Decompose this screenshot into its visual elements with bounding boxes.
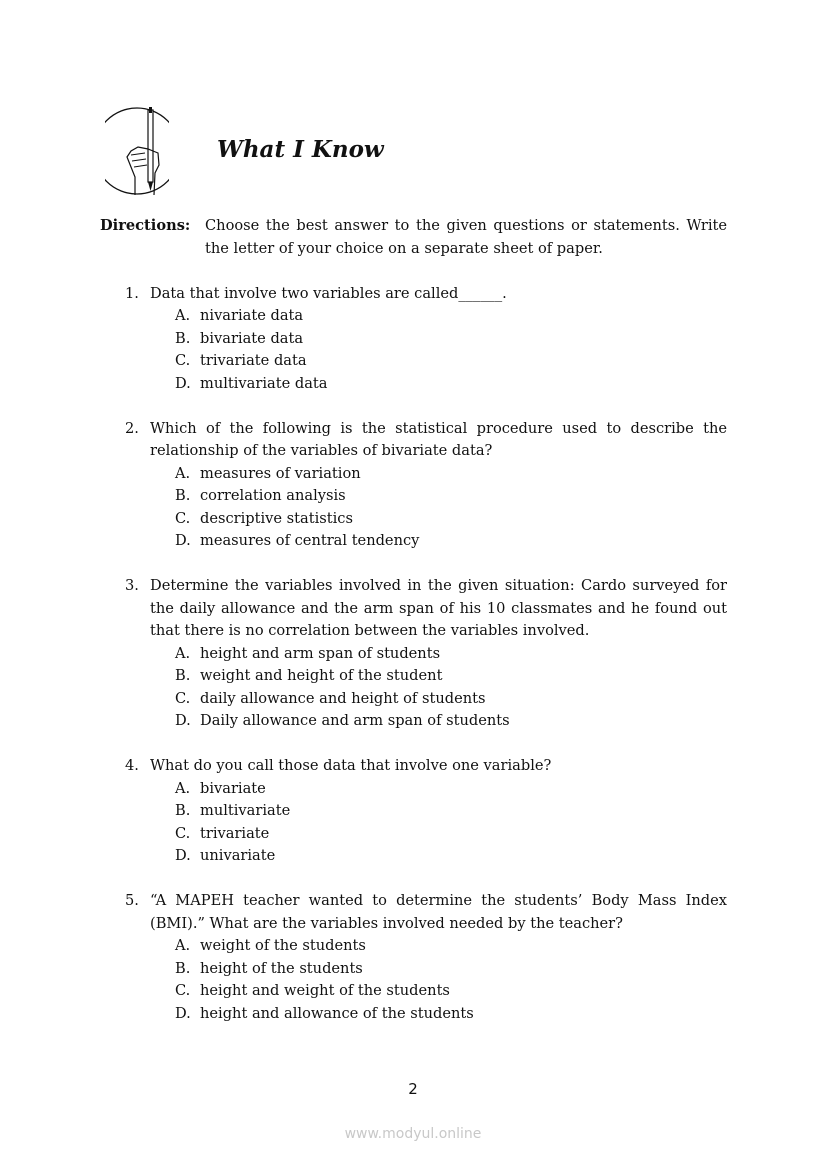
option-letter: C.	[175, 982, 191, 999]
option-text: height and weight of the students	[200, 982, 450, 999]
answer-option	[150, 688, 727, 711]
option-text: height and allowance of the students	[200, 1004, 474, 1022]
option-letter: A.	[175, 644, 191, 662]
option-text: trivariate data	[200, 352, 307, 369]
option-letter: B.	[175, 959, 191, 977]
answer-option	[150, 800, 727, 823]
question-text: Determine the variables involved in the given situation: Cardo surveyed for the daily allowance and the arm span of his 10 classmates and he found out that there is no correlation between the variables involved.	[150, 577, 727, 639]
option-letter: A.	[175, 464, 191, 482]
pencil-hand-icon	[105, 107, 169, 195]
option-letter: D.	[175, 1004, 191, 1022]
option-letter: D.	[175, 374, 191, 392]
question-list	[100, 283, 727, 1026]
option-letter: B.	[175, 667, 191, 684]
answer-option	[150, 328, 727, 351]
answer-option	[150, 665, 727, 688]
option-letter: C.	[175, 689, 191, 707]
option-text: univariate	[200, 847, 276, 864]
quiz-content	[100, 215, 727, 1048]
answer-option	[150, 643, 727, 666]
option-text: measures of variation	[200, 464, 361, 482]
directions-text: Choose the best answer to the given questions or statements. Write the letter of your choice on a separate sheet of paper.	[205, 217, 727, 257]
question-text: “A MAPEH teacher wanted to determine the students’ Body Mass Index (BMI).” What are the variables involved needed by the teacher?	[150, 892, 727, 932]
option-text: bivariate data	[200, 329, 304, 347]
option-letter: A.	[175, 307, 191, 324]
option-text: multivariate data	[200, 374, 328, 392]
option-letter: B.	[175, 487, 191, 504]
question-item	[100, 283, 727, 396]
answer-option	[150, 463, 727, 486]
answer-option	[150, 710, 727, 733]
answer-option	[150, 305, 727, 328]
option-text: height of the students	[200, 959, 363, 977]
question-item	[100, 418, 727, 553]
option-text: height and arm span of students	[200, 644, 441, 662]
option-text: Daily allowance and arm span of students	[200, 712, 510, 729]
option-text: correlation analysis	[200, 487, 346, 504]
answer-option	[150, 980, 727, 1003]
answer-option	[150, 778, 727, 801]
question-item	[100, 575, 727, 733]
page-number: 2	[408, 1080, 418, 1098]
answer-option	[150, 845, 727, 868]
question-number: 2.	[125, 419, 139, 437]
answer-option	[150, 373, 727, 396]
option-text: daily allowance and height of students	[200, 689, 486, 707]
question-number: 1.	[125, 284, 139, 302]
option-text: weight of the students	[200, 937, 366, 954]
option-letter: C.	[175, 509, 191, 527]
option-letter: C.	[175, 352, 191, 369]
question-item	[100, 755, 727, 868]
question-item	[100, 890, 727, 1025]
directions-label: Directions:	[100, 217, 191, 234]
question-number: 5.	[125, 892, 139, 909]
section-title: What I Know	[217, 136, 384, 163]
option-text: bivariate	[200, 779, 266, 797]
answer-option	[150, 958, 727, 981]
option-text: trivariate	[200, 824, 270, 842]
option-letter: B.	[175, 329, 191, 347]
answer-option	[150, 508, 727, 531]
directions	[100, 215, 727, 260]
question-text: What do you call those data that involve one variable?	[150, 757, 552, 774]
answer-option	[150, 935, 727, 958]
option-text: multivariate	[200, 802, 291, 819]
option-text: descriptive statistics	[200, 509, 353, 527]
question-number: 3.	[125, 577, 139, 594]
answer-option	[150, 823, 727, 846]
option-letter: A.	[175, 937, 191, 954]
option-text: measures of central tendency	[200, 532, 420, 549]
question-text: Data that involve two variables are called______.	[150, 284, 507, 302]
watermark: www.modyul.online	[344, 1126, 482, 1142]
answer-option	[150, 350, 727, 373]
option-letter: D.	[175, 712, 191, 729]
answer-option	[150, 530, 727, 553]
option-text: nivariate data	[200, 307, 304, 324]
answer-option	[150, 485, 727, 508]
question-number: 4.	[125, 757, 139, 774]
option-letter: C.	[175, 824, 191, 842]
answer-option	[150, 1003, 727, 1026]
option-letter: D.	[175, 847, 191, 864]
option-letter: D.	[175, 532, 191, 549]
option-text: weight and height of the student	[200, 667, 443, 684]
option-letter: B.	[175, 802, 191, 819]
option-letter: A.	[175, 779, 191, 797]
question-text: Which of the following is the statistical procedure used to describe the relationship of the variables of bivariate data?	[150, 419, 727, 459]
